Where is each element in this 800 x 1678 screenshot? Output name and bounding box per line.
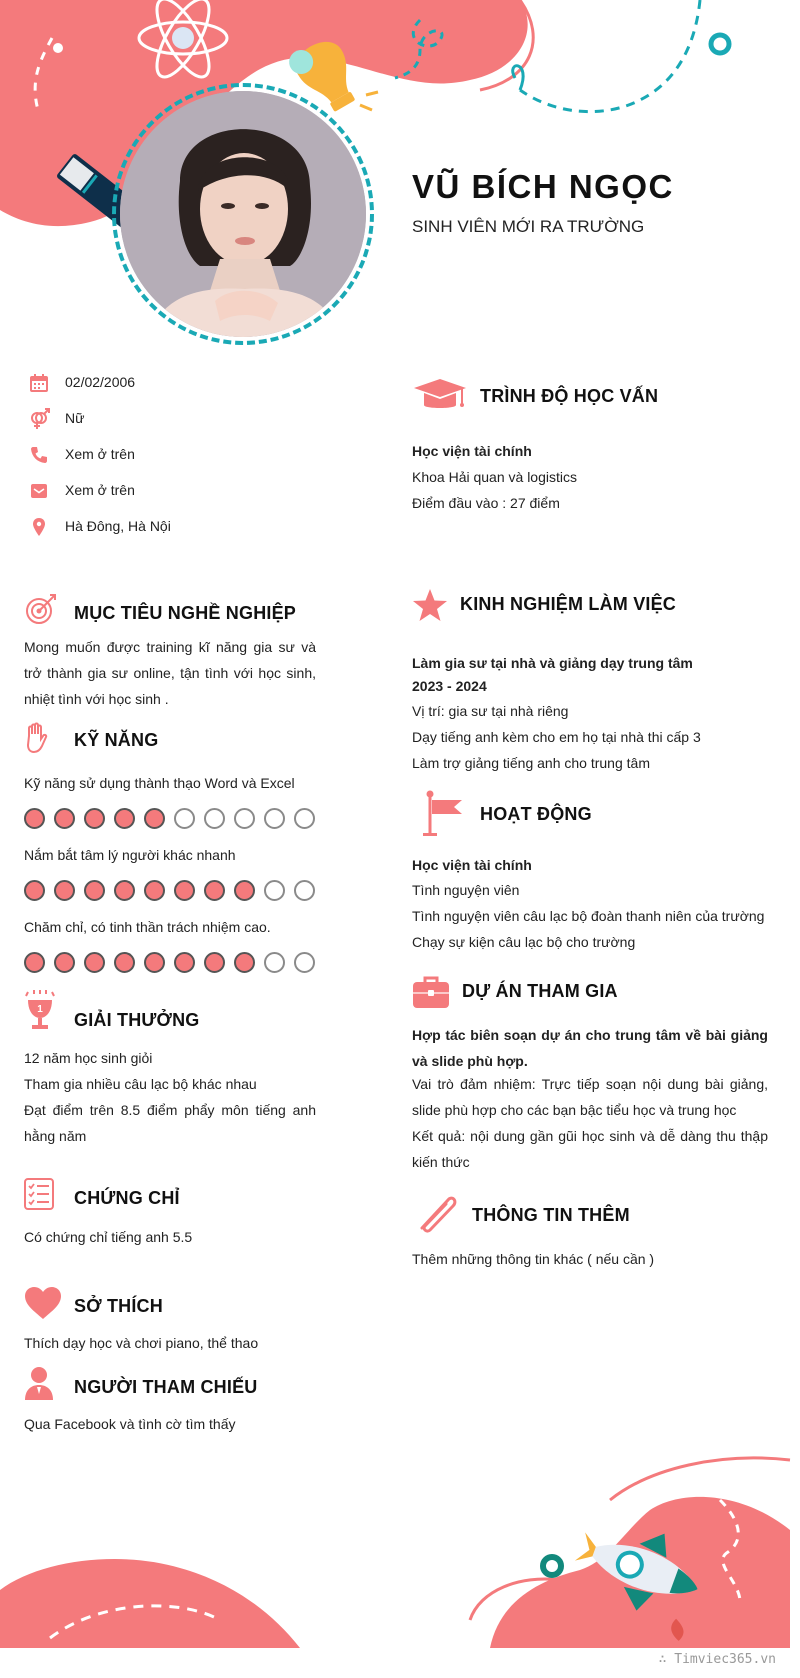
rating-dot-filled bbox=[144, 808, 165, 829]
birthday-text: 02/02/2006 bbox=[65, 374, 136, 390]
hobbies-text: Thích dạy học và chơi piano, thể thao bbox=[24, 1335, 259, 1351]
rating-dot-empty bbox=[204, 808, 225, 829]
certificates-text: Có chứng chỉ tiếng anh 5.5 bbox=[24, 1229, 193, 1245]
phone-icon bbox=[28, 444, 50, 466]
watermark: ∴ Timviec365.vn bbox=[658, 1652, 776, 1667]
rating-dot-filled bbox=[144, 952, 165, 973]
projects-heading: DỰ ÁN THAM GIA bbox=[462, 981, 618, 1001]
rating-dot-filled bbox=[54, 808, 75, 829]
contact-row-location bbox=[28, 514, 171, 540]
person-icon bbox=[24, 1366, 54, 1400]
avatar bbox=[120, 91, 366, 337]
experience-title: Làm gia sư tại nhà và giảng dạy trung tâm bbox=[412, 655, 693, 671]
experience-period: 2023 - 2024 bbox=[412, 678, 487, 694]
target-icon bbox=[24, 592, 58, 626]
skill-rating bbox=[24, 808, 315, 829]
gender-text: Nữ bbox=[65, 410, 85, 426]
rating-dot-filled bbox=[144, 880, 165, 901]
location-pin-icon bbox=[28, 516, 50, 538]
rating-dot-filled bbox=[54, 880, 75, 901]
rating-dot-filled bbox=[204, 952, 225, 973]
hobbies-heading: SỞ THÍCH bbox=[74, 1296, 163, 1316]
rating-dot-filled bbox=[174, 880, 195, 901]
footer-decoration bbox=[0, 1440, 800, 1678]
skill-name: Kỹ năng sử dụng thành thạo Word và Excel bbox=[24, 775, 295, 791]
rating-dot-filled bbox=[24, 808, 45, 829]
rating-dot-filled bbox=[234, 952, 255, 973]
skill-rating bbox=[24, 952, 315, 973]
calendar-icon bbox=[28, 372, 50, 394]
svg-text:1: 1 bbox=[37, 1004, 43, 1015]
briefcase-icon bbox=[412, 976, 450, 1010]
education-line: Điểm đầu vào : 27 điểm bbox=[412, 495, 560, 511]
rating-dot-empty bbox=[174, 808, 195, 829]
rating-dot-filled bbox=[174, 952, 195, 973]
email-text: Xem ở trên bbox=[65, 482, 135, 498]
paperclip-icon bbox=[414, 1192, 458, 1234]
contact-row-birthday bbox=[28, 370, 136, 396]
experience-line: Dạy tiếng anh kèm cho em họ tại nhà thi cấp 3 bbox=[412, 729, 701, 745]
heart-icon bbox=[24, 1286, 62, 1320]
rating-dot-filled bbox=[204, 880, 225, 901]
experience-line: Làm trợ giảng tiếng anh cho trung tâm bbox=[412, 755, 650, 771]
projects-role: Vai trò đảm nhiệm: Trực tiếp soạn nội dung bài giảng, slide phù hợp cho các bạn bậc tiểu học và trung học bbox=[412, 1076, 768, 1118]
activities-line: Chạy sự kiện câu lạc bộ cho trường bbox=[412, 934, 636, 950]
activities-line: Tình nguyện viên bbox=[412, 882, 520, 898]
flag-icon bbox=[420, 790, 464, 838]
education-line: Khoa Hải quan và logistics bbox=[412, 469, 577, 485]
activities-line: Tình nguyện viên câu lạc bộ đoàn thanh niên của trường bbox=[412, 908, 765, 924]
rating-dot-empty bbox=[264, 880, 285, 901]
projects-result: Kết quả: nội dung gần gũi học sinh và dễ dàng thu thập kiến thức bbox=[412, 1128, 768, 1170]
rating-dot-filled bbox=[84, 808, 105, 829]
candidate-title: SINH VIÊN MỚI RA TRƯỜNG bbox=[412, 217, 645, 236]
experience-heading: KINH NGHIỆM LÀM VIỆC bbox=[460, 594, 677, 614]
location-text: Hà Đông, Hà Nội bbox=[65, 518, 171, 534]
contact-row-phone bbox=[28, 442, 135, 468]
rating-dot-empty bbox=[294, 808, 315, 829]
rating-dot-filled bbox=[114, 880, 135, 901]
activities-heading: HOẠT ĐỘNG bbox=[480, 804, 592, 824]
star-icon bbox=[412, 588, 448, 622]
awards-heading: GIẢI THƯỞNG bbox=[74, 1010, 200, 1030]
education-school: Học viện tài chính bbox=[412, 443, 532, 459]
rating-dot-empty bbox=[264, 808, 285, 829]
rating-dot-filled bbox=[114, 952, 135, 973]
rating-dot-empty bbox=[234, 808, 255, 829]
projects-title: Hợp tác biên soạn dự án cho trung tâm về bài giảng và slide phù hợp. bbox=[412, 1027, 768, 1069]
career-goal-heading: MỤC TIÊU NGHỀ NGHIỆP bbox=[74, 603, 297, 623]
certificates-heading: CHỨNG CHỈ bbox=[74, 1188, 180, 1208]
contact-row-email bbox=[28, 478, 135, 504]
award-line: Tham gia nhiều câu lạc bộ khác nhau bbox=[24, 1076, 257, 1092]
email-icon bbox=[28, 480, 50, 502]
rating-dot-filled bbox=[114, 808, 135, 829]
gender-icon bbox=[28, 408, 50, 430]
portrait-image bbox=[120, 91, 366, 337]
graduation-cap-icon bbox=[412, 378, 468, 414]
additional-text: Thêm những thông tin khác ( nếu cần ) bbox=[412, 1251, 655, 1267]
rating-dot-filled bbox=[24, 952, 45, 973]
rating-dot-empty bbox=[294, 880, 315, 901]
additional-heading: THÔNG TIN THÊM bbox=[472, 1205, 630, 1225]
rating-dot-filled bbox=[54, 952, 75, 973]
rating-dot-filled bbox=[84, 952, 105, 973]
activities-org: Học viện tài chính bbox=[412, 857, 532, 873]
rating-dot-filled bbox=[84, 880, 105, 901]
skill-name: Nắm bắt tâm lý người khác nhanh bbox=[24, 847, 236, 863]
references-text: Qua Facebook và tình cờ tìm thấy bbox=[24, 1416, 236, 1432]
skills-heading: KỸ NĂNG bbox=[74, 730, 159, 750]
rating-dot-filled bbox=[24, 880, 45, 901]
award-line: 12 năm học sinh giỏi bbox=[24, 1050, 153, 1066]
phone-text: Xem ở trên bbox=[65, 446, 135, 462]
career-goal-text: Mong muốn được training kĩ năng gia sư và trở thành gia sư online, tận tình với học sinh, nhiệt tình với học sinh . bbox=[24, 639, 316, 707]
contact-row-gender bbox=[28, 406, 85, 432]
trophy-icon bbox=[22, 990, 58, 1032]
skill-name: Chăm chỉ, có tinh thần trách nhiệm cao. bbox=[24, 919, 271, 935]
hand-icon bbox=[24, 722, 50, 754]
education-heading: TRÌNH ĐỘ HỌC VẤN bbox=[480, 386, 659, 406]
rating-dot-empty bbox=[294, 952, 315, 973]
award-line: Đạt điểm trên 8.5 điểm phẩy môn tiếng anh hằng năm bbox=[24, 1102, 316, 1144]
references-heading: NGƯỜI THAM CHIẾU bbox=[74, 1377, 258, 1397]
checklist-icon bbox=[24, 1178, 54, 1210]
experience-line: Vị trí: gia sư tại nhà riêng bbox=[412, 703, 569, 719]
skill-rating bbox=[24, 880, 315, 901]
candidate-name: VŨ BÍCH NGỌC bbox=[412, 168, 674, 205]
rating-dot-filled bbox=[234, 880, 255, 901]
rating-dot-empty bbox=[264, 952, 285, 973]
